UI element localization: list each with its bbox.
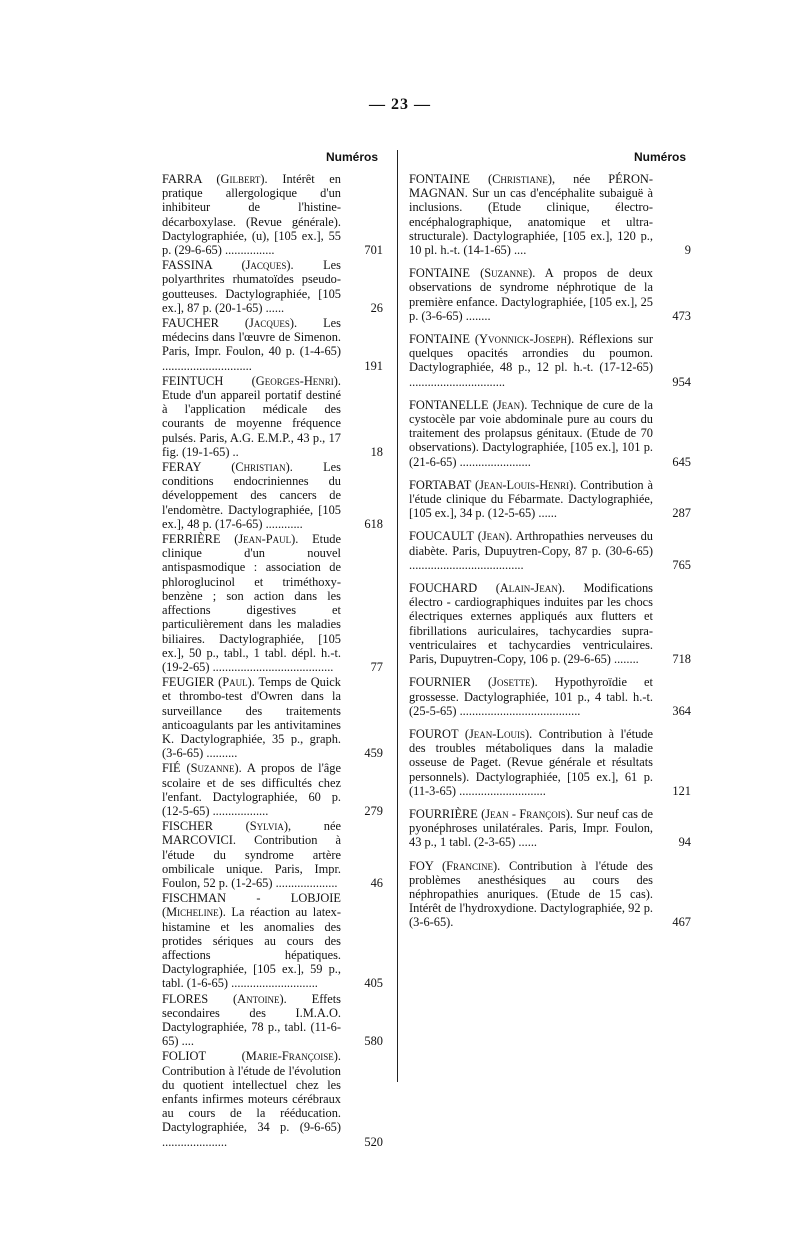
entry-number: 580	[364, 1034, 383, 1049]
entry-name: FERRIÈRE (Jean-Paul).	[162, 532, 299, 547]
entry-text: Effets secondaires des I.M.A.O. Dactylographiée, 78 p., tabl. (11-6-65) ....	[162, 991, 341, 1049]
entry-name: FAUCHER (Jacques).	[162, 316, 298, 331]
entry-name: FONTAINE (Yvonnick-Joseph).	[409, 332, 575, 347]
entry-number: 701	[364, 243, 383, 258]
entry-name: FONTANELLE (Jean).	[409, 397, 528, 412]
entry-name: FLORES (Antoine).	[162, 991, 287, 1006]
entry-text: née PÉRON-MAGNAN. Sur un cas d'encéphalite subaiguë à inclusions. (Etude clinique, électro-encéphalographique, anatomique et ultra-structurale). Dactylographiée, [105 ex.], 120 p., 10 pl. h.-t. (14-1-65) ....	[409, 172, 653, 258]
entry-faucher	[162, 316, 383, 373]
entry-text: Contribution à l'étude de l'évolution du quotient intellectuel chez les enfants infirmes moteurs cérébraux au cours de la rééducation. Dactylographiée, 34 p. (9-6-65) .....................	[162, 1063, 341, 1149]
entry-text: Contribution à l'étude des troubles métaboliques dans la maladie osseuse de Paget. (Revue générale et résultats personnels). Dactylographiée, [105 ex.], 61 p. (11-3-65) ............................	[409, 726, 653, 798]
entry-name: FIÉ (Suzanne).	[162, 761, 242, 776]
entry-text: Hypothyroïdie et grossesse. Dactylographiée, 101 p., 4 tabl. h.-t. (25-5-65) .......................................	[409, 675, 653, 718]
entry-text: Sur neuf cas de pyonéphroses unilatérales. Paris, Impr. Foulon, 43 p., 1 tabl. (2-3-65) ......	[409, 806, 653, 850]
entry-number: 718	[672, 652, 691, 667]
page-number: — 23 —	[369, 96, 431, 113]
entry-fassina	[162, 258, 383, 315]
entry-number: 46	[370, 875, 383, 890]
entry-text: Contribution à l'étude clinique du Fébarmate. Dactylographiée, [105 ex.], 34 p. (12-5-65) ......	[409, 477, 653, 521]
entry-name: FONTAINE (Suzanne).	[409, 266, 536, 281]
entry-fontanelle	[409, 398, 689, 469]
entry-text: A propos de deux observations de syndrome néphrotique de la première enfance. Dactylographiée, [105 ex.], 25 p. (3-6-65) ........	[409, 266, 653, 323]
entry-fourriere	[409, 807, 689, 850]
entry-text: née MARCOVICI. Contribution à l'étude du syndrome artère ombilicale unique. Paris, Impr. Foulon, 52 p. (1-2-65) ....................	[162, 819, 341, 890]
entry-text: Les médecins dans l'œuvre de Simenon. Paris, Impr. Foulon, 40 p. (1-4-65) .............................	[162, 316, 341, 373]
entry-name: FASSINA (Jacques).	[162, 258, 294, 273]
left-column-entries	[162, 172, 383, 1150]
entry-number: 954	[672, 374, 691, 389]
entry-fie	[162, 761, 383, 818]
entry-feintuch	[162, 373, 383, 459]
entry-fontaine-yvonnick	[409, 332, 689, 389]
entry-text: Temps de Quick et thrombo-test d'Owren dans la surveillance des traitements anticoagulants par les antivitamines K. Dactylographiée, 35 p., graph. (3-6-65) ..........	[162, 675, 341, 761]
entry-fortabat	[409, 478, 689, 521]
entry-number: 459	[364, 746, 383, 761]
entry-name: FOUCHARD (Alain-Jean).	[409, 581, 565, 596]
entry-name: FOUCAULT (Jean).	[409, 529, 513, 544]
entry-number: 26	[370, 300, 383, 315]
entry-number: 364	[672, 703, 691, 718]
entry-name: FEUGIER (Paul).	[162, 675, 255, 690]
entry-foliot	[162, 1049, 383, 1149]
entry-fontaine-christiane	[409, 172, 689, 257]
entry-text: Intérêt en pratique allergologique d'un inhibiteur de l'histine-décarboxylase. (Revue générale). Dactylographiée, (u), [105 ex.], 55 p. (29-6-65) ................	[162, 172, 341, 258]
entry-name: FOLIOT (Marie-Françoise).	[162, 1049, 341, 1064]
entry-text: Etude clinique d'un nouvel antispasmodique : association de phloroglucinol et triméthoxy-benzène ; son action dans les affections digestives et particulièrement dans les maladies biliaires. Dactylographiée, [105 ex.], 50 p., tabl., 1 tabl. dépl. h.-t. (19-2-65) .......................................	[162, 532, 341, 674]
entry-farra	[162, 172, 383, 258]
column-header-right: Numéros	[634, 150, 687, 164]
entry-number: 405	[364, 976, 383, 991]
entry-text: Technique de cure de la cystocèle par voie abdominale pure au cours du traitement des prolapsus génitaux. (Etude de 70 observations). Dactylographiée, [105 ex.], 101 p. (21-6-65) .......................	[409, 397, 653, 469]
column-divider	[397, 150, 398, 1082]
entry-name: FOURRIÈRE (Jean - François).	[409, 806, 573, 821]
entry-number: 77	[370, 659, 383, 674]
entry-feugier	[162, 675, 383, 761]
entry-name: FERAY (Christian).	[162, 460, 293, 475]
entry-text: Les conditions endocriniennes du développement des cancers de l'endomètre. Dactylographiée, [105 ex.], 48 p. (17-6-65) ............	[162, 460, 341, 531]
entry-text: Réflexions sur quelques opacités arrondies du poumon. Dactylographiée, 48 p., 12 pl. h.-t. (17-12-65) ...............................	[409, 332, 653, 389]
entry-name: FISCHMAN - LOBJOIE (Micheline).	[162, 891, 341, 920]
entry-text: Les polyarthrites rhumatoïdes pseudo-goutteuses. Dactylographiée, [105 ex.], 87 p. (20-1-65) ......	[162, 258, 341, 315]
entry-name: FOURNIER (Josette).	[409, 675, 538, 690]
entry-fischer	[162, 819, 383, 890]
column-header-left: Numéros	[326, 150, 379, 164]
entry-fourot	[409, 727, 689, 798]
entry-number: 9	[684, 243, 691, 258]
entry-name: FEINTUCH (Georges-Henri).	[162, 373, 341, 388]
entry-foy	[409, 859, 689, 930]
entry-number: 18	[370, 444, 383, 459]
entry-number: 279	[364, 803, 383, 818]
entry-number: 765	[672, 557, 691, 572]
entry-text: Etude d'un appareil portatif destiné à l'application médicale des courants de moyenne fréquence pulsés. Paris, A.G. E.M.P., 43 p., 17 fig. (19-1-65) ..	[162, 388, 341, 459]
entry-name: FOUROT (Jean-Louis).	[409, 726, 533, 741]
entry-text: Arthropathies nerveuses du diabète. Paris, Dupuytren-Copy, 87 p. (30-6-65) .....................................	[409, 529, 653, 572]
entry-text: A propos de l'âge scolaire et de ses difficultés chez l'enfant. Dactylographiée, 60 p. (12-5-65) ..................	[162, 761, 342, 818]
entry-fischman-lobjoie	[162, 891, 383, 991]
entry-flores	[162, 991, 383, 1049]
entry-text: Contribution à l'étude des problèmes anesthésiques au cours des néphropathies anuriques. (Etude de 15 cas). Intérêt de l'hydroxydione. Dactylographiée, 92 p. (3-6-65).	[409, 858, 653, 930]
entry-name: FARRA (Gilbert).	[162, 172, 268, 186]
entry-ferriere	[162, 532, 383, 674]
entry-number: 191	[364, 358, 383, 373]
entry-foucault	[409, 529, 689, 572]
entry-feray	[162, 460, 383, 531]
entry-fouchard	[409, 581, 689, 666]
entry-number: 473	[672, 308, 691, 323]
entry-name: FONTAINE (Christiane),	[409, 172, 556, 186]
entry-number: 618	[364, 516, 383, 531]
entry-name: FOY (Francine).	[409, 858, 501, 873]
entry-number: 645	[672, 454, 691, 469]
entry-fournier	[409, 675, 689, 718]
entry-text: Modifications électro - cardiographiques induites par les chocs électriques externes appliqués aux flutters et fibrillations auriculaires, tachycardies supra-ventriculaires et tachycardies ventriculaires. Paris, Dupuytren-Copy, 106 p. (29-6-65) ........	[409, 581, 653, 667]
entry-number: 287	[672, 506, 691, 521]
entry-fontaine-suzanne	[409, 266, 689, 323]
entry-name: FISCHER (Sylvia),	[162, 819, 292, 834]
right-column-entries	[409, 172, 689, 939]
entry-name: FORTABAT (Jean-Louis-Henri).	[409, 477, 577, 492]
entry-number: 520	[364, 1134, 383, 1149]
entry-text: La réaction au latex-histamine et les anomalies des protides sériques au cours des affections hépatiques. Dactylographiée, [105 ex.], 59 p., tabl. (1-6-65) ............................	[162, 905, 341, 991]
entry-number: 121	[672, 783, 691, 798]
entry-number: 94	[678, 835, 691, 850]
entry-number: 467	[672, 915, 691, 930]
